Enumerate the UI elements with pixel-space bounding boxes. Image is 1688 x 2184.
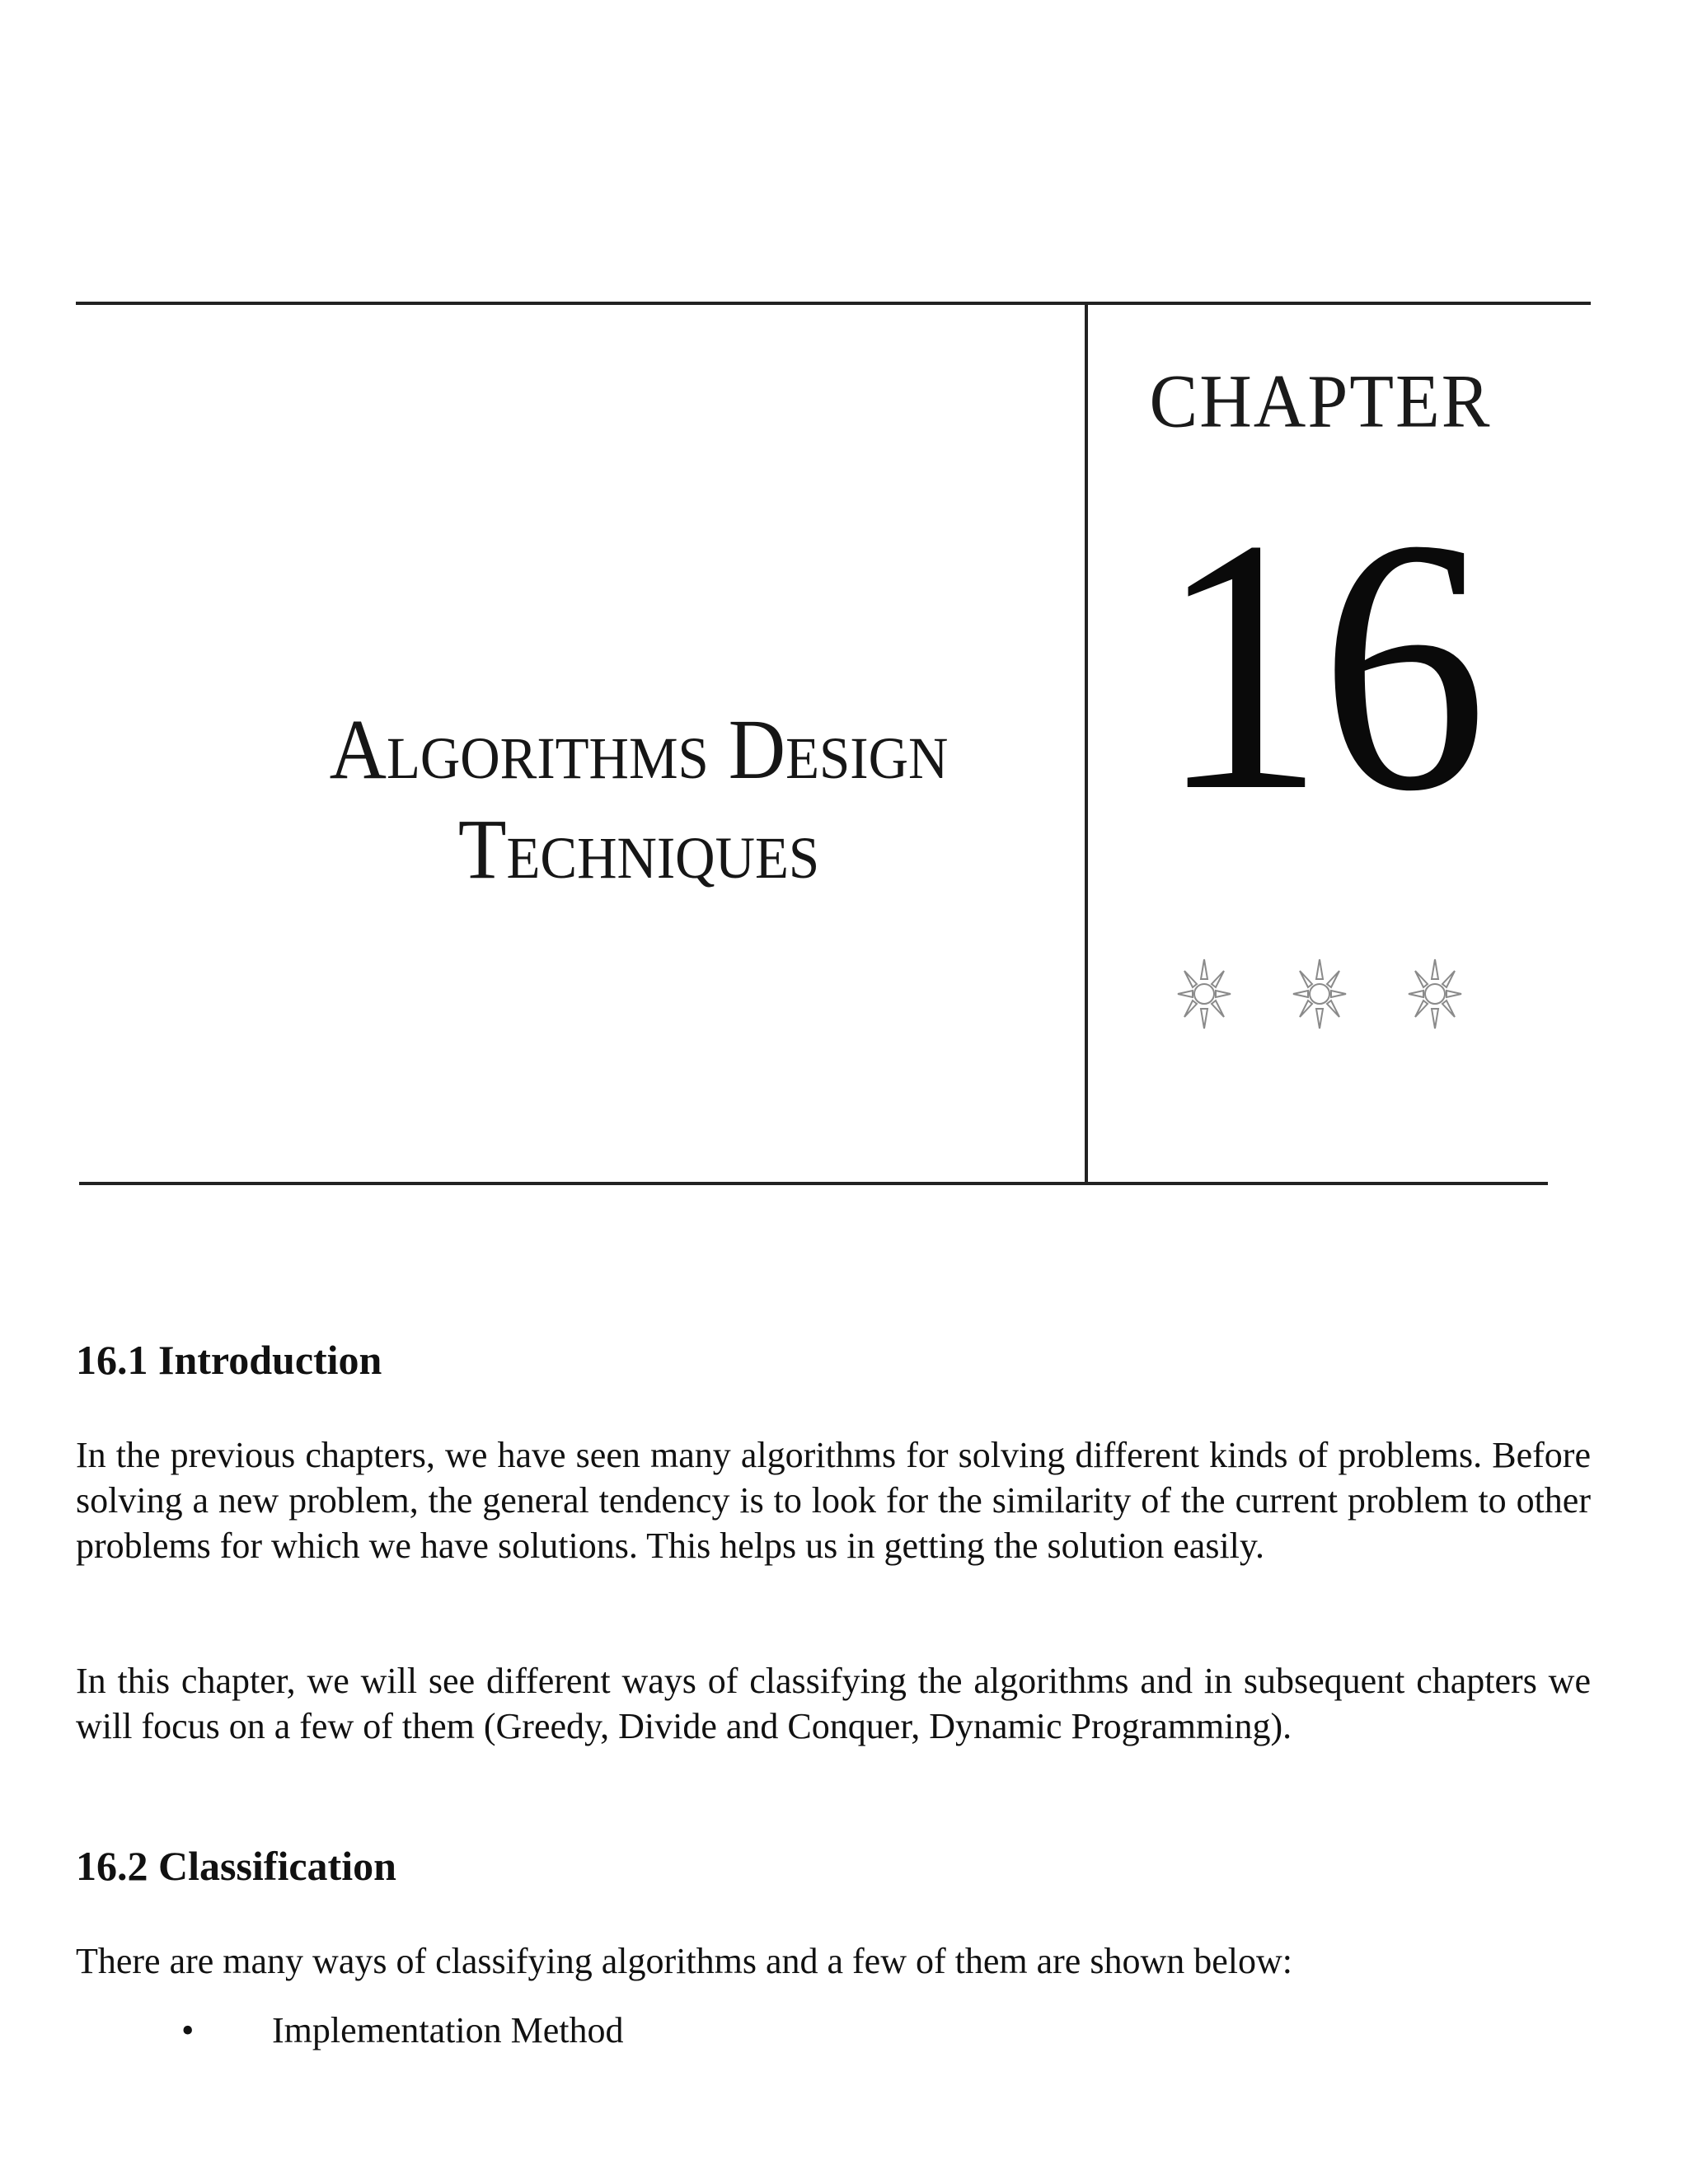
chapter-title-line-2: Techniques: [457, 801, 820, 897]
chapter-title: [76, 700, 1202, 899]
sun-ornament-icon: [1405, 954, 1465, 1033]
sun-ornament-icon: [1290, 954, 1349, 1033]
paragraph: In this chapter, we will see different ways of classifying the algorithms and in subsequent chapters we will focus on a few of them (Greedy, Divide and Conquer, Dynamic Programming).: [76, 1661, 1591, 1746]
chapter-title-line-1: Algorithms Design: [329, 701, 949, 797]
sun-ornament-icon: [1175, 954, 1234, 1033]
bullet-marker: •: [181, 2010, 195, 2050]
chapter-ornaments: [1175, 954, 1488, 1037]
header-rule-top: [76, 302, 1591, 305]
header-rule-bottom: [79, 1182, 1548, 1185]
chapter-number: 16: [1158, 465, 1483, 866]
section-heading-classification: 16.2 Classification: [76, 1843, 396, 1889]
chapter-label: CHAPTER: [1149, 359, 1492, 444]
list-item: [76, 2008, 1591, 2053]
bullet-list: [76, 2008, 1591, 2053]
paragraph: There are many ways of classifying algorithms and a few of them are shown below:: [76, 1941, 1292, 1981]
section-heading-introduction: 16.1 Introduction: [76, 1337, 382, 1383]
paragraph: In the previous chapters, we have seen many algorithms for solving different kinds of problems. Before solving a new problem, the general tendency is to look for the similarity of the current problem to other problems for which we have solutions. This helps us in getting the solution easily.: [76, 1435, 1591, 1566]
list-item-text: Implementation Method: [272, 2010, 624, 2050]
